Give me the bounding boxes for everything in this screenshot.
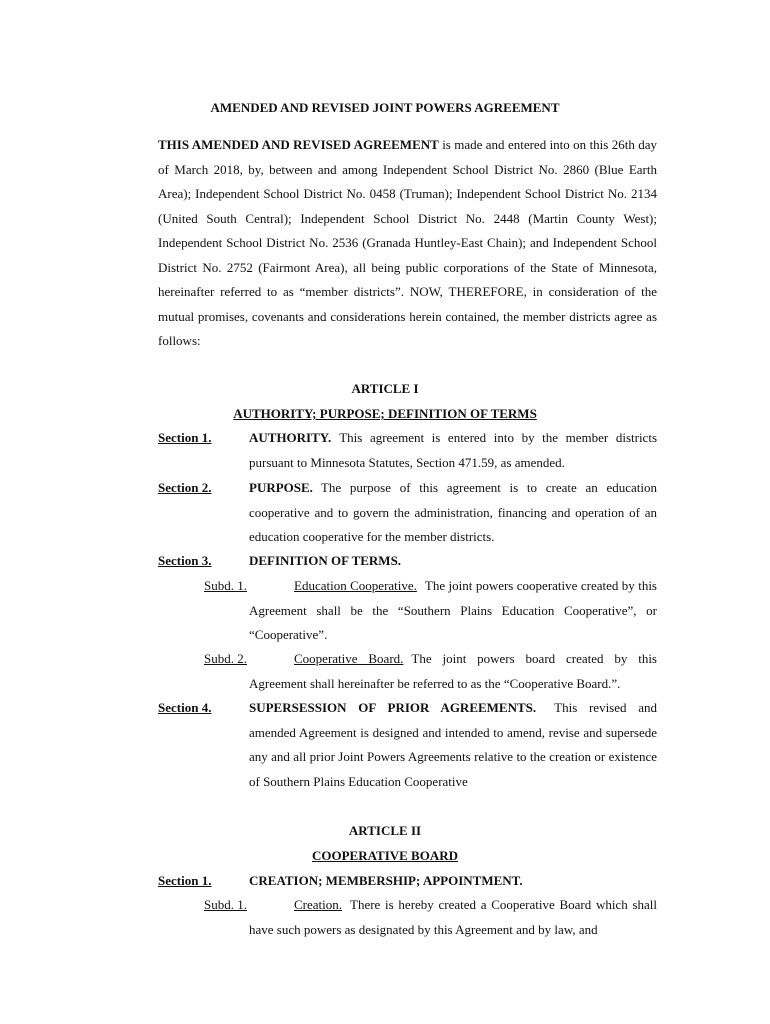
article-1-section-2-body [249, 476, 657, 550]
section-heading: PURPOSE. [249, 480, 313, 495]
article-1-heading: AUTHORITY; PURPOSE; DEFINITION OF TERMS [233, 406, 537, 421]
section-heading: AUTHORITY. [249, 430, 332, 445]
intro-text: is made and entered into on this 26th day of March 2018, by, between and among Independent School District No. 2860 (Blue Earth Area); Independent School District No. 0458 (Truman); Independent School District No. 2134 (United South Central); Independent School District No. 2448 (Martin County West); Independent School District No. 2536 (Granada Huntley-East Chain); and Independent School District No. 2752 (Fairmont Area), all being public corporations of the State of Minnesota, hereinafter referred to as “member districts”. NOW, THEREFORE, in consideration of the mutual promises, covenants and considerations herein contained, the member districts agree as follows: [158, 137, 657, 348]
article-1-section-2-label: Section 2. [158, 480, 212, 495]
subd-term: Education Cooperative. [294, 578, 417, 593]
article-2-heading: COOPERATIVE BOARD [311, 848, 459, 863]
subd-term: Cooperative Board. [294, 651, 404, 666]
article-1-section-1-label: Section 1. [158, 430, 212, 445]
intro-bold-lead: THIS AMENDED AND REVISED AGREEMENT [158, 137, 439, 152]
article-2-section-1-label: Section 1. [158, 873, 212, 888]
article-2-subd-1-label: Subd. 1. [204, 897, 247, 912]
subd-text: There is hereby created a Cooperative Board which shall have such powers as designated by this Agreement and by law, and [249, 897, 657, 937]
article-1-section-4-label: Section 4. [158, 700, 212, 715]
section-3-subd-1-label: Subd. 1. [204, 578, 247, 593]
section-3-subd-1-body [249, 574, 657, 648]
section-3-subd-2-label: Subd. 2. [204, 651, 247, 666]
subd-text: The joint powers board created by this Agreement shall hereinafter be referred to as the “Cooperative Board.”. [249, 651, 657, 691]
section-text: The purpose of this agreement is to create an education cooperative and to govern the administration, financing and operation of an education cooperative for the member districts. [249, 480, 657, 544]
section-text: This revised and amended Agreement is designed and intended to amend, revise and supersede any and all prior Joint Powers Agreements relative to the creation or existence of Southern Plains Education Cooperative [249, 700, 657, 789]
subd-text: The joint powers cooperative created by this Agreement shall be the “Southern Plains Education Cooperative”, or “Cooperative”. [249, 578, 657, 642]
article-2-section-1-heading: CREATION; MEMBERSHIP; APPOINTMENT. [249, 873, 523, 888]
article-2-subd-1-body [249, 893, 657, 942]
article-1-section-4-body [249, 696, 657, 794]
article-2-number: ARTICLE II [348, 823, 422, 838]
intro-paragraph [158, 133, 657, 354]
article-1-number: ARTICLE I [351, 381, 419, 396]
section-heading: SUPERSESSION OF PRIOR AGREEMENTS. [249, 700, 537, 715]
subd-term: Creation. [294, 897, 343, 912]
article-1-section-3-heading: DEFINITION OF TERMS. [249, 553, 402, 568]
document-title: AMENDED AND REVISED JOINT POWERS AGREEMENT [210, 100, 560, 115]
article-1-section-3-label: Section 3. [158, 553, 212, 568]
section-text: This agreement is entered into by the member districts pursuant to Minnesota Statutes, Section 471.59, as amended. [249, 430, 657, 470]
article-1-section-1-body [249, 426, 657, 475]
section-3-subd-2-body [249, 647, 657, 696]
